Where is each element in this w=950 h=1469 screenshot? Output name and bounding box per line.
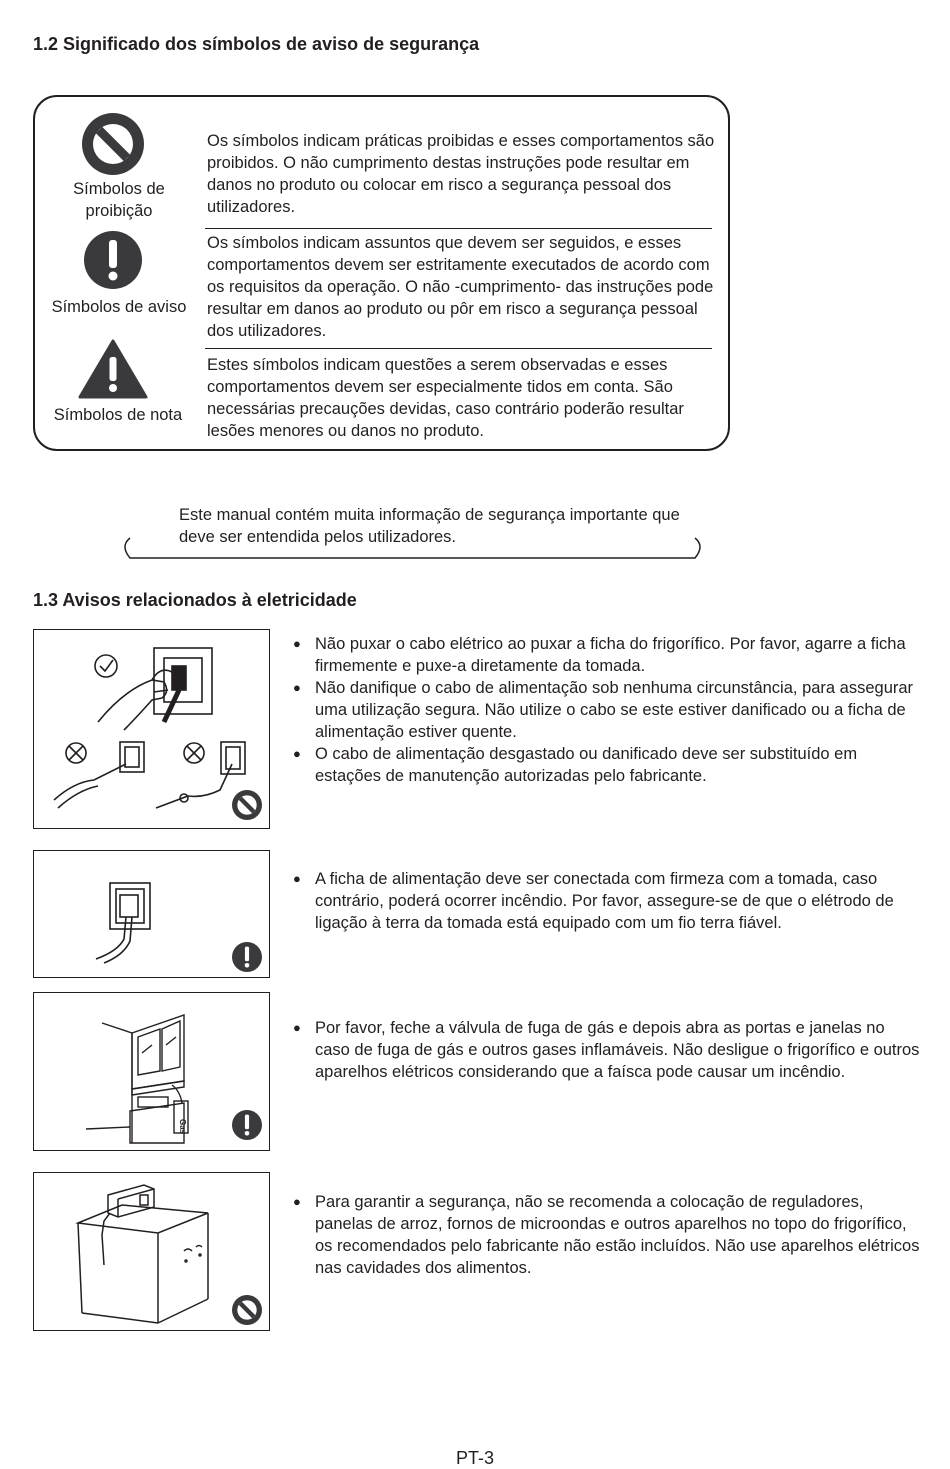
list-item: ● Não danifique o cabo de alimentação sob nenhuma circunstância, para assegurar uma utilização segura. Não utilize o cabo se este estiver danificado ou a ficha de alimentação estiver quente. — [293, 677, 923, 743]
gas-label: Gas — [178, 1119, 187, 1135]
symbol-description-prohibition: Os símbolos indicam práticas proibidas e esses comportamentos são proibidos. O não cumprimento destas instruções pode resultar em danos no produto ou colocar em risco a segurança pessoal dos utilizadores. — [207, 132, 715, 216]
list-item: ● A ficha de alimentação deve ser conectada com firmeza com a tomada, caso contrário, poderá ocorrer incêndio. Por favor, assegure-se de que o elétrodo de ligação à terra da tomada está equipado com um fio terra fiável. — [293, 868, 923, 934]
bullet-list-socket — [293, 868, 923, 934]
warning-exclamation-icon — [232, 1110, 262, 1140]
prohibition-icon — [232, 790, 262, 820]
list-item: ● Não puxar o cabo elétrico ao puxar a ficha do frigorífico. Por favor, agarre a ficha firmemente e puxe-a diretamente da tomada. — [293, 633, 923, 677]
symbol-label-prohibition: Símbolos de proibição — [73, 180, 165, 220]
caution-triangle-icon — [78, 339, 148, 399]
symbol-description-warning: Os símbolos indicam assuntos que devem ser seguidos, e esses comportamentos devem ser estritamente executados de acordo com os requisitos da operação. O não -cumprimento- das instruções pode resultar em danos ao produto ou pôr em risco a segurança pessoal dos utilizadores. — [207, 234, 714, 340]
divider-line — [205, 348, 712, 349]
bullet-list-cord — [293, 633, 923, 787]
list-item: ● O cabo de alimentação desgastado ou danificado deve ser substituído em estações de manutenção autorizadas pelo fabricante. — [293, 743, 923, 787]
page-number: PT-3 — [455, 1448, 494, 1468]
list-item: ● Para garantir a segurança, não se recomenda a colocação de reguladores, panelas de arroz, fornos de microondas e outros aparelhos no topo do frigorífico, os recomendados pelo fabricante não estão incluídos. Não use aparelhos elétricos nas cavidades dos alimentos. — [293, 1191, 923, 1279]
divider-line — [205, 228, 712, 229]
prohibition-icon — [232, 1295, 262, 1325]
gas-leak-window-illustration — [33, 992, 270, 1151]
symbol-description-note: Estes símbolos indicam questões a serem observadas e esses comportamentos devem ser especialmente tidos em conta. São necessárias precauções devidas, caso contrário poderão resultar lesões menores ou danos no produto. — [207, 356, 684, 440]
bullet-list-appliances — [293, 1191, 923, 1279]
warning-exclamation-icon — [232, 942, 262, 972]
symbol-label-note: Símbolos de nota — [53, 406, 183, 424]
plug-in-socket-illustration — [33, 850, 270, 978]
power-cord-plug-illustration — [33, 629, 270, 829]
section-heading-symbols: 1.2 Significado dos símbolos de aviso de segurança — [33, 34, 480, 54]
safety-notice — [120, 502, 705, 560]
prohibition-icon — [82, 113, 144, 175]
list-item: ● Por favor, feche a válvula de fuga de gás e depois abra as portas e janelas no caso de fuga de gás e outros gases inflamáveis. Não desligue o frigorífico e outros aparelhos elétricos considerando que a faísca pode causar um incêndio. — [293, 1017, 923, 1083]
section-heading-electricity: 1.3 Avisos relacionados à eletricidade — [33, 590, 357, 610]
warning-exclamation-icon — [84, 231, 142, 289]
notice-text: Este manual contém muita informação de segurança importante que deve ser entendida pelos utilizadores. — [179, 506, 680, 546]
appliance-on-fridge-illustration — [33, 1172, 270, 1331]
symbol-label-warning: Símbolos de aviso — [51, 298, 187, 316]
bullet-list-gas — [293, 1017, 923, 1083]
